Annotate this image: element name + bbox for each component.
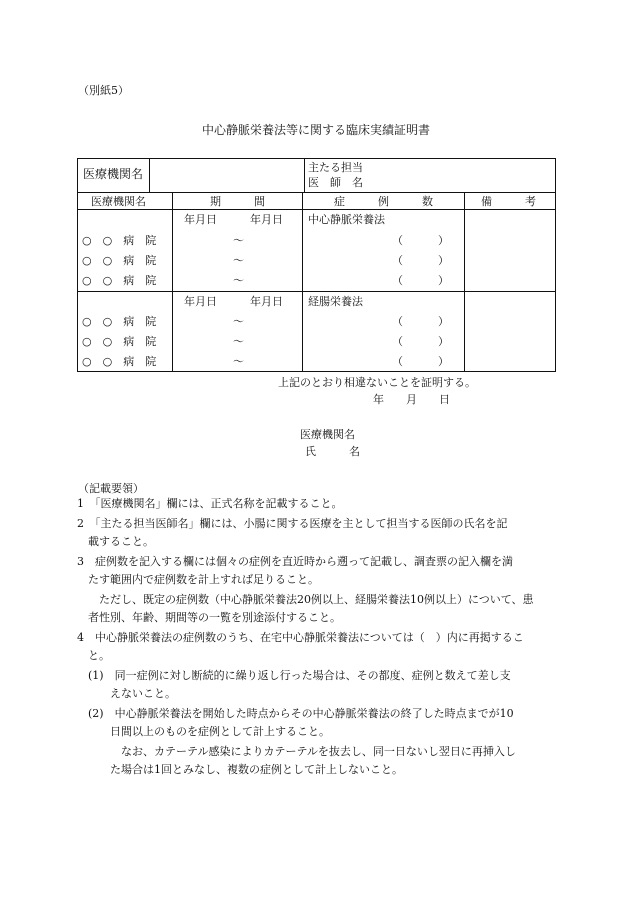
col-header-cases: 症 例 数	[334, 195, 433, 208]
paren-open: （	[392, 274, 403, 287]
signer-institution-label: 医療機関名	[300, 428, 355, 441]
notes-heading: （記載要領）	[78, 482, 144, 495]
certification-date: 年 月 日	[373, 393, 450, 406]
note-line: 2 「主たる担当医師名」欄には、小腸に関する医療を主として担当する医師の氏名を記	[77, 517, 508, 530]
note-line: 1 「医療機関名」欄には、正式名称を記載すること。	[77, 497, 343, 510]
note-line: 日間以上のものを症例として計上すること。	[77, 725, 330, 738]
paren-close: ）	[438, 335, 449, 348]
col-header-institution: 医療機関名	[91, 195, 146, 208]
hospital-row: ○ ○ 病 院	[82, 274, 157, 287]
physician-label-line1: 主たる担当	[308, 161, 363, 174]
note-line: たす範囲内で症例数を計上すれば足りること。	[77, 573, 319, 586]
note-line: (1) 同一症例に対し断続的に繰り返し行った場合は、その都度、症例と数えて差し支	[77, 669, 511, 682]
paren-open: （	[392, 254, 403, 267]
paren-open: （	[392, 355, 403, 368]
period-tilde: 〜	[233, 315, 244, 328]
note-line: えないこと。	[77, 687, 176, 700]
period-tilde: 〜	[233, 234, 244, 247]
note-line: と。	[77, 649, 110, 662]
group-label-enteral: 経腸栄養法	[308, 295, 363, 308]
institution-label: 医療機関名	[83, 167, 144, 181]
col-header-period: 期 間	[210, 195, 265, 208]
note-line: 3 症例数を記入する欄には個々の症例を直近時から遡って記載し、調査票の記入欄を満	[77, 555, 513, 568]
period-date-header: 年月日 年月日	[184, 213, 283, 226]
note-line: 載すること。	[77, 535, 154, 548]
paren-close: ）	[438, 355, 449, 368]
note-line: 4 中心静脈栄養法の症例数のうち、在宅中心静脈栄養法については（ ）内に再掲するこ	[77, 631, 524, 644]
note-line: 者性別、年齢、期間等の一覧を別途添付すること。	[77, 611, 341, 624]
paren-close: ）	[438, 274, 449, 287]
period-tilde: 〜	[233, 355, 244, 368]
certification-table	[77, 158, 556, 372]
period-tilde: 〜	[233, 274, 244, 287]
hospital-row: ○ ○ 病 院	[82, 355, 157, 368]
period-tilde: 〜	[233, 335, 244, 348]
paren-open: （	[392, 335, 403, 348]
document-title: 中心静脈栄養法等に関する臨床実績証明書	[202, 123, 431, 137]
note-line: なお、カテーテル感染によりカテーテルを抜去し、同一日ないし翌日に再挿入し	[77, 745, 516, 758]
signer-name-label: 氏 名	[305, 445, 360, 458]
group-label-central-venous: 中心静脈栄養法	[308, 213, 385, 226]
hospital-row: ○ ○ 病 院	[82, 254, 157, 267]
physician-label-line2: 医 師 名	[308, 176, 363, 189]
period-date-header: 年月日 年月日	[184, 295, 283, 308]
paren-close: ）	[438, 234, 449, 247]
paren-open: （	[392, 315, 403, 328]
note-line: (2) 中心静脈栄養法を開始した時点からその中心静脈栄養法の終了した時点までが10	[77, 707, 514, 720]
hospital-row: ○ ○ 病 院	[82, 315, 157, 328]
paren-open: （	[392, 234, 403, 247]
paren-close: ）	[438, 315, 449, 328]
period-tilde: 〜	[233, 254, 244, 267]
hospital-row: ○ ○ 病 院	[82, 335, 157, 348]
note-line: た場合は1回とみなし、複数の症例として計上しないこと。	[77, 763, 403, 776]
certification-statement: 上記のとおり相違ないことを証明する。	[278, 376, 476, 389]
col-header-remarks: 備 考	[481, 195, 536, 208]
annex-label: （別紙5）	[78, 84, 129, 97]
note-line: ただし、既定の症例数（中心静脈栄養法20例以上、経腸栄養法10例以上）について、患	[77, 593, 534, 606]
hospital-row: ○ ○ 病 院	[82, 234, 157, 247]
paren-close: ）	[438, 254, 449, 267]
